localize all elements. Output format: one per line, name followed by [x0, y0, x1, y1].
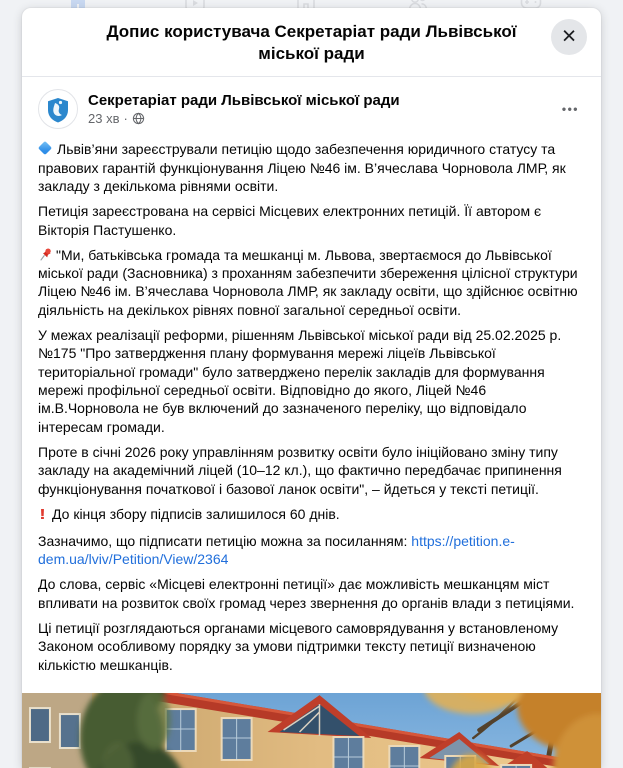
- close-icon: ×: [561, 21, 577, 50]
- more-options-button[interactable]: [556, 94, 585, 124]
- close-button[interactable]: [551, 19, 587, 55]
- paragraph-text: До слова, сервіс «Місцеві електронні петиції» дає можливість мешканцям міст впливати на розвиток своїх громад через звернення до органів влади з петиціями.: [38, 576, 575, 611]
- school-photo-illustration: [22, 693, 601, 768]
- author-name[interactable]: Секретаріат ради Львівської міської ради: [88, 92, 400, 110]
- petition-link[interactable]: https://petition.e-dem.ua/lviv/Petition/View/2364: [38, 532, 515, 568]
- meta-separator: ·: [123, 111, 128, 127]
- paragraph-text: Проте в січні 2026 року управлінням розвитку освіти було ініційовано зміну типу закладу на академічний ліцей (10–12 кл.), що фактично передбачає припинення функціонування початкової і базової ланок освіти", – йдеться у тексті петиції.: [38, 444, 562, 497]
- post-paragraph: [38, 246, 585, 319]
- dialog-header: [22, 8, 601, 77]
- post-paragraph: [38, 619, 585, 674]
- paragraph-text: "Ми, батьківська громада та мешканці м. Львова, звертаємося до Львівської міської ради (Засновника) з проханням забезпечити збереження цілісної структури Ліцею №46 ім. В’ячеслава Чорновола ЛМР, як закладу освіти, що здійснює освітню діяльність на декількох рівнях повної загальної середньої освіти.: [38, 246, 578, 318]
- post-meta-line: [88, 111, 400, 126]
- post-dialog: [22, 8, 601, 768]
- paragraph-text: До кінця збору підписів залишилося 60 днів.: [52, 506, 340, 523]
- post-photo[interactable]: [22, 693, 601, 768]
- post-paragraph: [38, 532, 585, 569]
- post-body: [22, 133, 601, 693]
- red-exclamation-icon: !: [39, 506, 46, 524]
- page-avatar[interactable]: [38, 89, 78, 129]
- pushpin-icon: [38, 247, 53, 262]
- post-timestamp[interactable]: 23 хв: [88, 111, 120, 127]
- dialog-title: Допис користувача Секретаріат ради Львівської міської ради: [106, 22, 517, 64]
- paragraph-text: Ці петиції розглядаються органами місцевого самоврядування у встановленому Законом особливому порядку за умови підтримки тексту петиції визначеною кількістю мешканців.: [38, 620, 559, 673]
- author-meta: [88, 92, 400, 126]
- paragraph-text: У межах реалізації реформи, рішенням Львівської міської ради від 25.02.2025 р. №175 "Про затвердження плану формування мережі ліцеїв Львівської територіальної громади" було затверджено перелік закладів для формування мережі профільної середньої освіти. Відповідно до якого, Ліцей №46 ім.В.Чорновола не був включений до зазначеного переліку, що відповідало інтересам громади.: [38, 327, 562, 435]
- blue-diamond-icon: [38, 141, 52, 155]
- post-paragraph: [38, 505, 585, 525]
- globe-icon: [132, 112, 145, 125]
- author-row: [22, 77, 601, 133]
- paragraph-text: Львів’яни зареєстрували петицію щодо забезпечення юридичного статусу та правових гарантій функціонування Ліцею №46 ім. В’ячеслава Чорновола ЛМР, як закладу з декількома рівнями освіти.: [38, 141, 566, 194]
- post-paragraph: [38, 140, 585, 195]
- post-paragraph: [38, 326, 585, 436]
- post-paragraph: [38, 575, 585, 612]
- more-options-icon: •••: [561, 102, 579, 117]
- post-paragraph: [38, 202, 585, 239]
- post-paragraph: [38, 443, 585, 498]
- paragraph-text: Петиція зареєстрована на сервісі Місцевих електронних петицій. Її автором є Вікторія Пастушенко.: [38, 203, 542, 238]
- paragraph-text: Зазначимо, що підписати петицію можна за посиланням:: [38, 532, 412, 549]
